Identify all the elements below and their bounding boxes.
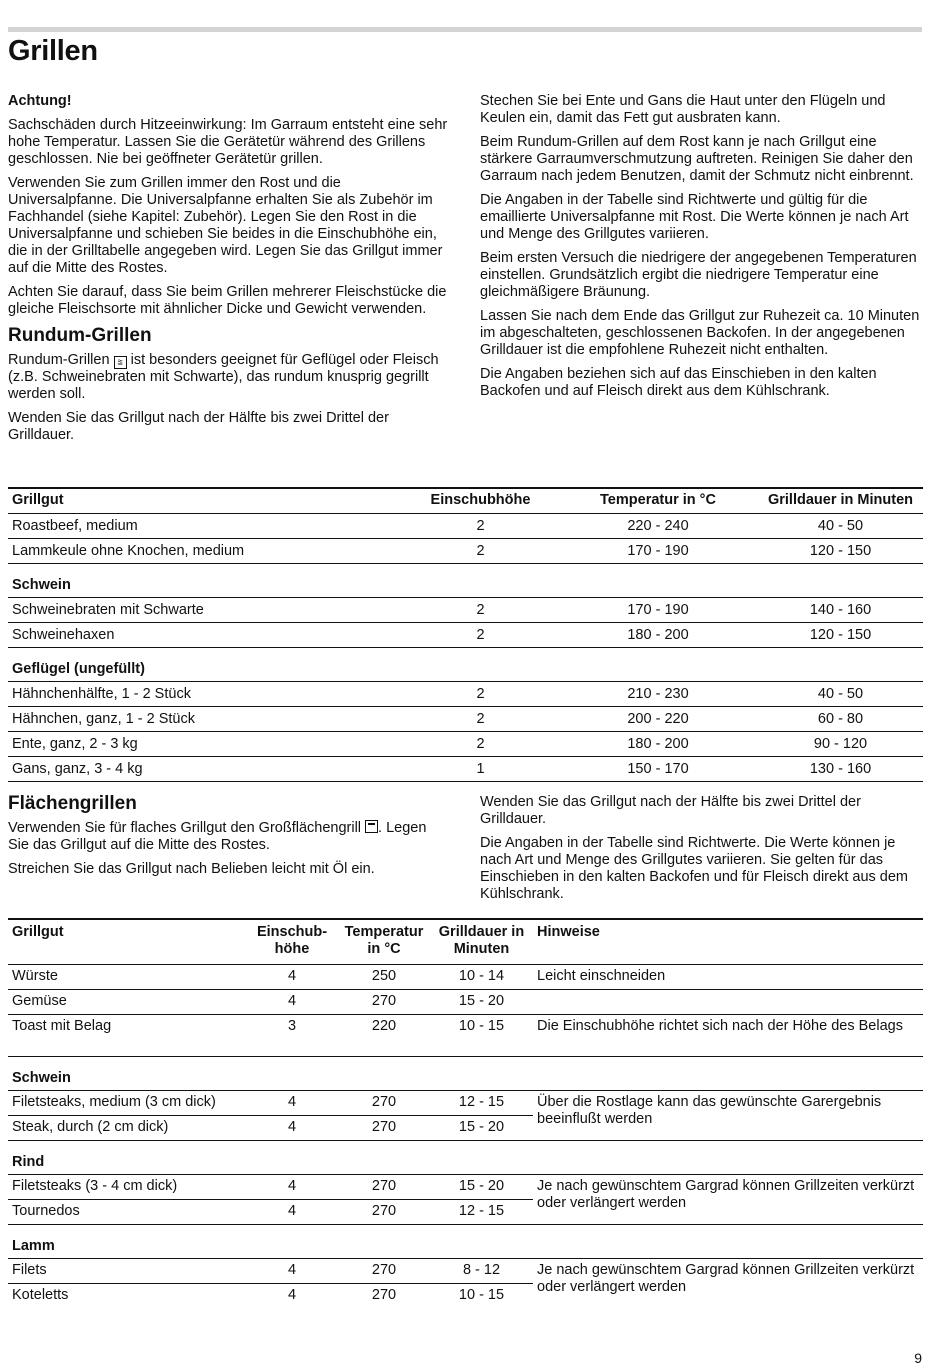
table-row: Toast mit Belag 3 220 10 - 15 Die Einschubhöhe richtet sich nach der Höhe des Belags	[8, 1014, 923, 1056]
table-group-row: Schwein	[8, 1056, 923, 1090]
paragraph-grossflaechengrill: Verwenden Sie für flaches Grillgut den Großflächengrill . Legen Sie das Grillgut auf die Mitte des Rostes.	[8, 820, 427, 853]
intro-right-column	[480, 93, 925, 407]
warning-text: Sachschäden durch Hitzeeinwirkung: Im Garraum entsteht eine sehr hohe Temperatur. Lassen Sie die Gerätetür während des Grillens geschlossen. Nie bei geöffneter Gerätetür grillen.	[8, 117, 448, 167]
table-group-row: Schwein	[8, 563, 923, 597]
section-heading-flaechengrillen: Flächengrillen	[8, 793, 137, 814]
table-row: Gemüse 4 270 15 - 20	[8, 989, 923, 1014]
table-row: Schweinehaxen 2 180 - 200 120 - 150	[8, 622, 923, 647]
paragraph-erster-versuch: Beim ersten Versuch die niedrigere der angegebenen Temperaturen einstellen. Grundsätzlich ergibt die niedrigere Temperatur eine gleichmäßigere Bräunung.	[480, 250, 917, 300]
table-group-row: Geflügel (ungefüllt)	[8, 647, 923, 681]
paragraph-rost: Verwenden Sie zum Grillen immer den Rost und die Universalpfanne. Die Universalpfanne erhalten Sie als Zubehör im Fachhandel (siehe Kapitel: Zubehör). Legen Sie den Rost in die Universalpfanne und schieben Sie beides in die Einschubhöhe ein, die in der Grilltabelle angegeben wird. Legen Sie das Grillgut immer auf die Mitte des Rostes.	[8, 175, 443, 276]
flaechengrillen-right-column	[480, 794, 920, 910]
header-hinweise: Hinweise	[537, 924, 600, 940]
header-grillgut: Grillgut	[12, 492, 64, 508]
table-row: Ente, ganz, 2 - 3 kg 2 180 - 200 90 - 120	[8, 731, 923, 756]
table-row: Würste 4 250 10 - 14 Leicht einschneiden	[8, 964, 923, 989]
table-row: Steak, durch (2 cm dick) 4 270 15 - 20	[8, 1115, 923, 1140]
header-temperatur: Temperatur in °C	[344, 924, 424, 957]
header-einschubhoehe: Einschubhöhe	[430, 492, 531, 508]
table-row: Filetsteaks (3 - 4 cm dick) 4 270 15 - 20 Je nach gewünschtem Gargrad können Grillzeiten verkürzt oder verlängert werden	[8, 1174, 923, 1199]
table-row: Schweinebraten mit Schwarte 2 170 - 190 140 - 160	[8, 597, 923, 622]
intro-left-column	[8, 93, 448, 451]
flat-grill-icon	[365, 820, 378, 833]
table-row: Gans, ganz, 3 - 4 kg 1 150 - 170 130 - 160	[8, 756, 923, 781]
table-row: Filetsteaks, medium (3 cm dick) 4 270 12 - 15 Über die Rostlage kann das gewünschte Garergebnis beeinflußt werden	[8, 1090, 923, 1115]
table-group-row: Lamm	[8, 1224, 923, 1258]
paragraph-rundum: Rundum-Grillen ⩰ ist besonders geeignet für Geflügel oder Fleisch (z.B. Schweinebraten mit Schwarte), das rundum knusprig gegrillt werden soll.	[8, 352, 439, 402]
header-rule	[8, 27, 922, 32]
table-row: Tournedos 4 270 12 - 15	[8, 1199, 923, 1224]
header-temperatur: Temperatur in °C	[600, 492, 716, 508]
paragraph-richtwerte-2: Die Angaben in der Tabelle sind Richtwerte. Die Werte können je nach Art und Menge des Grillgutes variieren. Sie gelten für das Einschieben in den kalten Backofen und für Fleisch direkt aus dem Kühlschrank.	[480, 835, 908, 902]
paragraph-ente-gans: Stechen Sie bei Ente und Gans die Haut unter den Flügeln und Keulen ein, damit das Fett gut ausbraten kann.	[480, 93, 886, 126]
flaechengrill-table	[8, 918, 923, 1308]
table-row: Filets 4 270 8 - 12 Je nach gewünschtem Gargrad können Grillzeiten verkürzt oder verlängert werden	[8, 1258, 923, 1283]
paragraph-verschmutzung: Beim Rundum-Grillen auf dem Rost kann je nach Grillgut eine stärkere Garraumverschmutzung auftreten. Reinigen Sie daher den Garraum nach jedem Benutzen, damit der Schmutz nicht einbrennt.	[480, 134, 914, 184]
flaechengrillen-left-column	[8, 793, 448, 885]
header-einschubhoehe: Einschub- höhe	[256, 924, 328, 957]
paragraph-fleischstuecke: Achten Sie darauf, dass Sie beim Grillen mehrerer Fleischstücke die gleiche Fleischsorte mit ähnlicher Dicke und Gewicht verwenden.	[8, 284, 447, 317]
paragraph-wenden: Wenden Sie das Grillgut nach der Hälfte bis zwei Drittel der Grilldauer.	[8, 410, 389, 443]
paragraph-kalter-backofen: Die Angaben beziehen sich auf das Einschieben in den kalten Backofen und auf Fleisch direkt aus dem Kühlschrank.	[480, 366, 877, 399]
page-number: 9	[914, 1350, 922, 1366]
table-row: Hähnchen, ganz, 1 - 2 Stück 2 200 - 220 60 - 80	[8, 706, 923, 731]
rundum-grill-table	[8, 487, 923, 782]
header-grilldauer: Grilldauer in Minuten	[767, 492, 913, 508]
page-title: Grillen	[8, 35, 98, 67]
table-row: Roastbeef, medium 2 220 - 240 40 - 50	[8, 513, 923, 538]
table-row: Koteletts 4 270 10 - 15	[8, 1283, 923, 1308]
header-grillgut: Grillgut	[12, 924, 64, 940]
paragraph-richtwerte: Die Angaben in der Tabelle sind Richtwerte und gültig für die emaillierte Universalpfanne mit Rost. Die Werte können je nach Art und Menge des Grillgutes variieren.	[480, 192, 909, 242]
paragraph-wenden-2: Wenden Sie das Grillgut nach der Hälfte bis zwei Drittel der Grilldauer.	[480, 794, 861, 827]
table-group-row: Rind	[8, 1140, 923, 1174]
paragraph-ruhezeit: Lassen Sie nach dem Ende das Grillgut zur Ruhezeit ca. 10 Minuten im abgeschalteten, geschlossenen Backofen. In der angegebenen Grilldauer ist die empfohlene Ruhezeit nicht enthalten.	[480, 308, 920, 358]
header-grilldauer: Grilldauer in Minuten	[438, 924, 525, 957]
paragraph-oel: Streichen Sie das Grillgut nach Belieben leicht mit Öl ein.	[8, 861, 375, 877]
table-row: Lammkeule ohne Knochen, medium 2 170 - 190 120 - 150	[8, 538, 923, 563]
section-heading-rundum: Rundum-Grillen	[8, 325, 152, 346]
table-row: Hähnchenhälfte, 1 - 2 Stück 2 210 - 230 40 - 50	[8, 681, 923, 706]
rundum-grill-icon: ⩰	[114, 356, 127, 369]
warning-title: Achtung!	[8, 93, 72, 109]
